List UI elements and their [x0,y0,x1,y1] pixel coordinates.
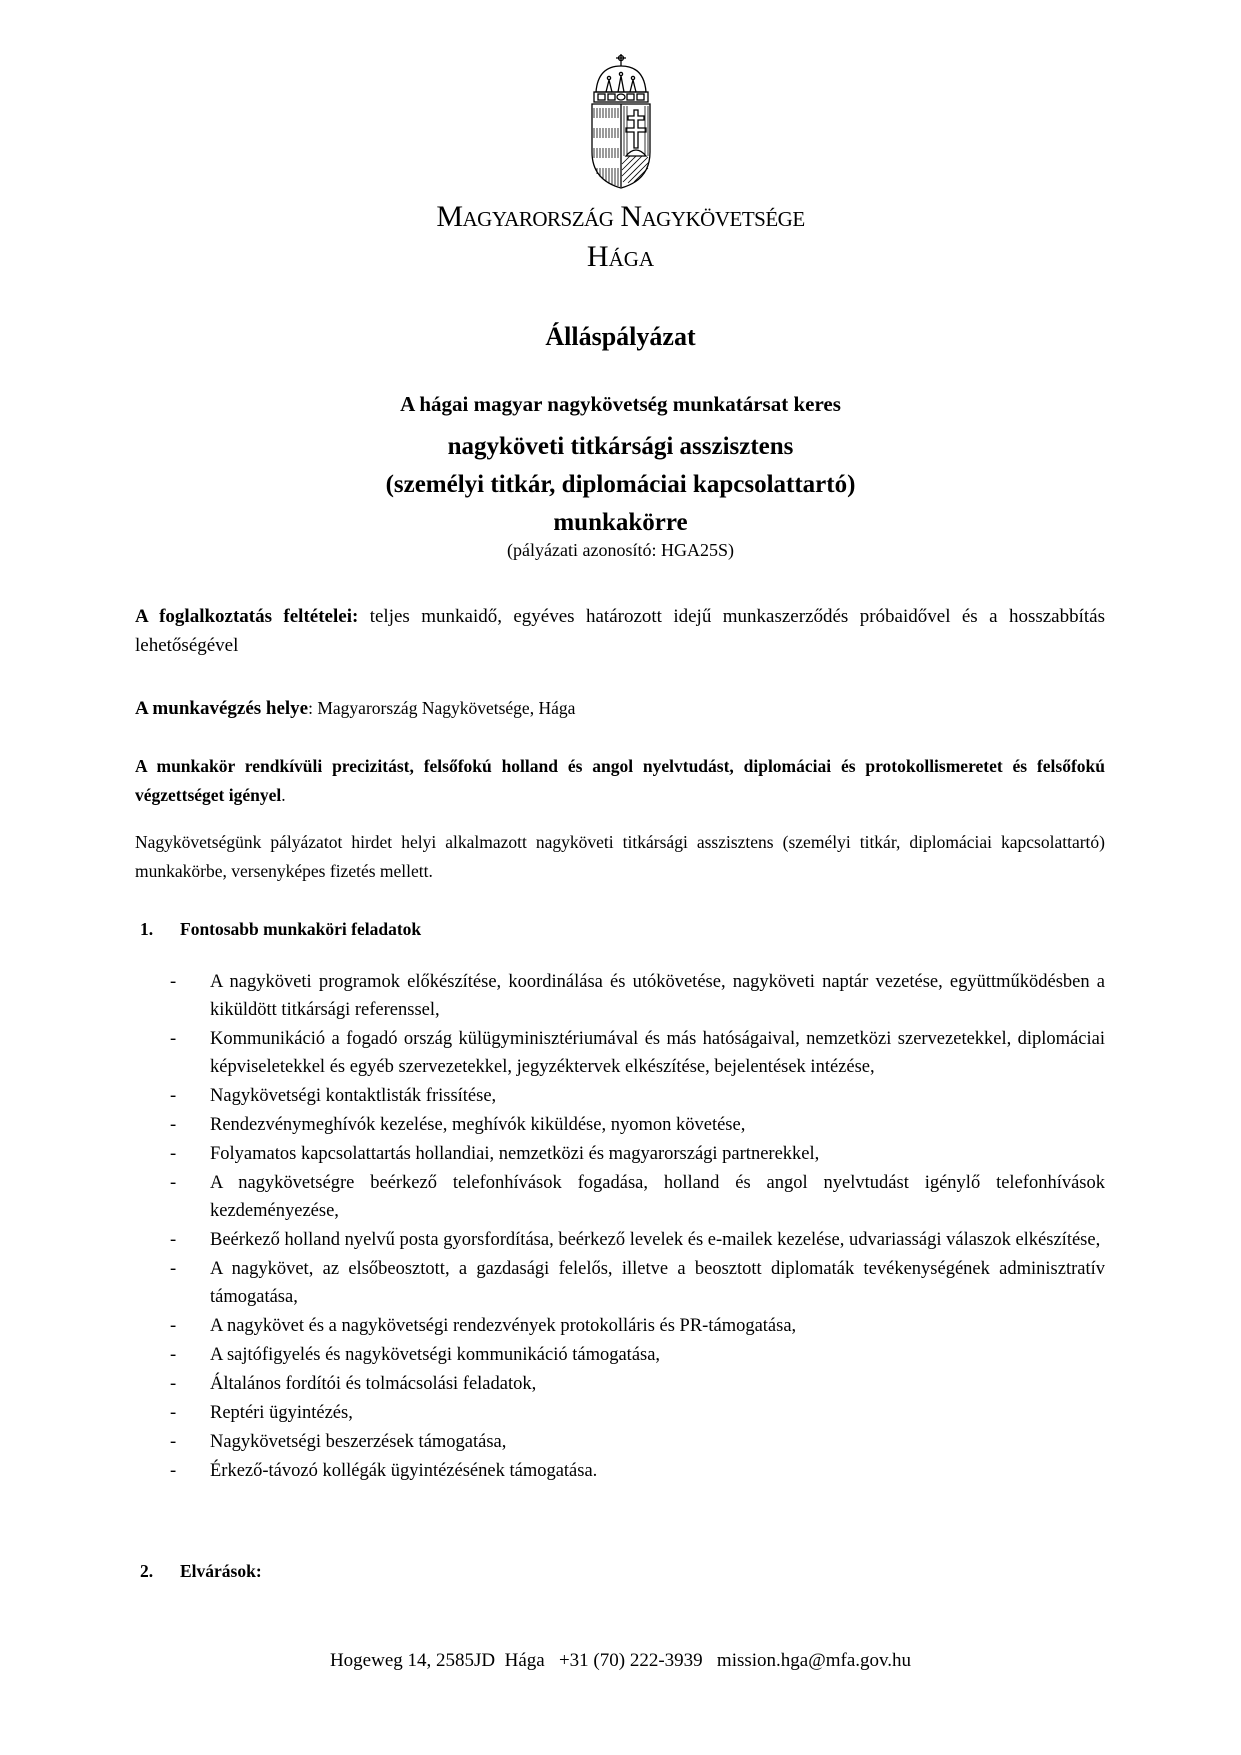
requirements-summary [135,752,1105,810]
task-item [170,1111,1105,1139]
task-text: Reptéri ügyintézés, [210,1403,353,1423]
task-item [170,1169,1105,1225]
bullet-dash: - [170,972,177,992]
footer-address: Hogeweg 14, 2585JD Hága [329,1650,545,1671]
task-text: A nagykövet és a nagykövetségi rendezvények protokolláris és PR-támogatása, [210,1316,797,1336]
task-item [170,1312,1105,1340]
task-text: Nagykövetségi kontaktlisták frissítése, [210,1086,497,1106]
employment-conditions [135,602,1105,660]
bullet-dash: - [170,1316,177,1336]
work-location [135,694,1105,723]
task-text: Beérkező holland nyelvű posta gyorsfordítása, beérkező levelek és e-mailek kezelése, udvariassági válaszok elkészítése, [210,1230,1101,1250]
subtitle-block [0,428,1241,542]
organization-name: Magyarország Nagykövetsége [436,200,805,233]
task-item [170,1399,1105,1427]
task-text: A nagykövet, az elsőbeosztott, a gazdasági felelős, illetve a beosztott diplomaták tevékenységének adminisztratív támogatása, [210,1259,1105,1307]
location-label: A munkavégzés helye [135,698,309,719]
bullet-dash: - [170,1259,177,1279]
section-2-heading [140,1561,262,1582]
section-1-title: Fontosabb munkaköri feladatok [180,919,422,939]
subtitle-line-1: A hágai magyar nagykövetség munkatársat keres [400,392,841,416]
intro-paragraph: Nagykövetségünk pályázatot hirdet helyi alkalmazott nagyköveti titkársági asszisztens (személyi titkár, diplomáciai kapcsolattartó) munkakörbe, versenyképes fizetés mellett. [135,832,1105,881]
task-text: Érkező-távozó kollégák ügyintézésének támogatása. [210,1461,598,1481]
task-text: A nagykövetségre beérkező telefonhívások fogadása, holland és angol nyelvtudást igénylő telefonhívások kezdeményezése, [210,1173,1105,1221]
bullet-dash: - [170,1374,177,1394]
subtitle-line-2: nagyköveti titkársági asszisztens [447,433,794,460]
subtitle-line-4: munkakörre [553,509,688,536]
task-item [170,1082,1105,1110]
section-2-title: Elvárások: [180,1561,262,1581]
section-1-number: 1. [140,919,154,939]
task-text: Folyamatos kapcsolattartás hollandiai, nemzetközi és magyarországi partnerekkel, [210,1144,820,1164]
footer-contact [0,1650,1241,1672]
requirements-bold: A munkakör rendkívüli precizitást, felsőfokú holland és angol nyelvtudást, diplomáciai és protokollismeretet és felsőfokú végzettséget igényel [135,756,1105,805]
bullet-dash: - [170,1115,177,1135]
conditions-text: teljes munkaidő, egyéves határozott idejű munkaszerződés próbaidővel és a hosszabbítás lehetőségével [135,606,1105,656]
application-identifier: (pályázati azonosító: HGA25S) [507,540,734,560]
subtitle-line-3: (személyi titkár, diplomáciai kapcsolattartó) [385,471,856,498]
task-item [170,1025,1105,1081]
task-item [170,1255,1105,1311]
task-item [170,1428,1105,1456]
task-text: A nagyköveti programok előkészítése, koordinálása és utókövetése, nagyköveti naptár vezetése, együttműködésben a kiküldött titkársági referenssel, [210,972,1105,1020]
bullet-dash: - [170,1403,177,1423]
task-text: Rendezvénymeghívók kezelése, meghívók kiküldése, nyomon követése, [210,1115,746,1135]
bullet-dash: - [170,1173,177,1193]
task-item [170,1140,1105,1168]
task-item [170,1226,1105,1254]
task-item [170,1341,1105,1369]
task-item [170,1370,1105,1398]
bullet-dash: - [170,1432,177,1452]
document-title: Álláspályázat [545,322,696,351]
task-text: Nagykövetségi beszerzések támogatása, [210,1432,507,1452]
footer-phone: +31 (70) 222-3939 [558,1650,703,1671]
city-name: Hága [586,240,655,273]
task-list [170,968,1105,1486]
task-item [170,1457,1105,1485]
task-text: Kommunikáció a fogadó ország külügyminisztériumával és más hatóságaival, nemzetközi szervezetekkel, diplomáciai képviseletekkel és egyéb szervezetekkel, jegyzéktervek elkészítése, bejelentések intézése, [210,1029,1105,1077]
bullet-dash: - [170,1345,177,1365]
section-2-number: 2. [140,1561,154,1581]
requirements-end: . [281,785,286,805]
section-1-heading [140,919,421,940]
bullet-dash: - [170,1086,177,1106]
task-item [170,968,1105,1024]
conditions-label: A foglalkoztatás feltételei: [135,606,359,627]
bullet-dash: - [170,1461,177,1481]
bullet-dash: - [170,1230,177,1250]
footer-email: mission.hga@mfa.gov.hu [716,1650,912,1671]
task-text: A sajtófigyelés és nagykövetségi kommunikáció támogatása, [210,1345,661,1365]
task-text: Általános fordítói és tolmácsolási feladatok, [210,1374,537,1394]
bullet-dash: - [170,1144,177,1164]
coat-of-arms-logo [586,52,656,190]
location-text: : Magyarország Nagykövetsége, Hága [308,698,576,718]
bullet-dash: - [170,1029,177,1049]
